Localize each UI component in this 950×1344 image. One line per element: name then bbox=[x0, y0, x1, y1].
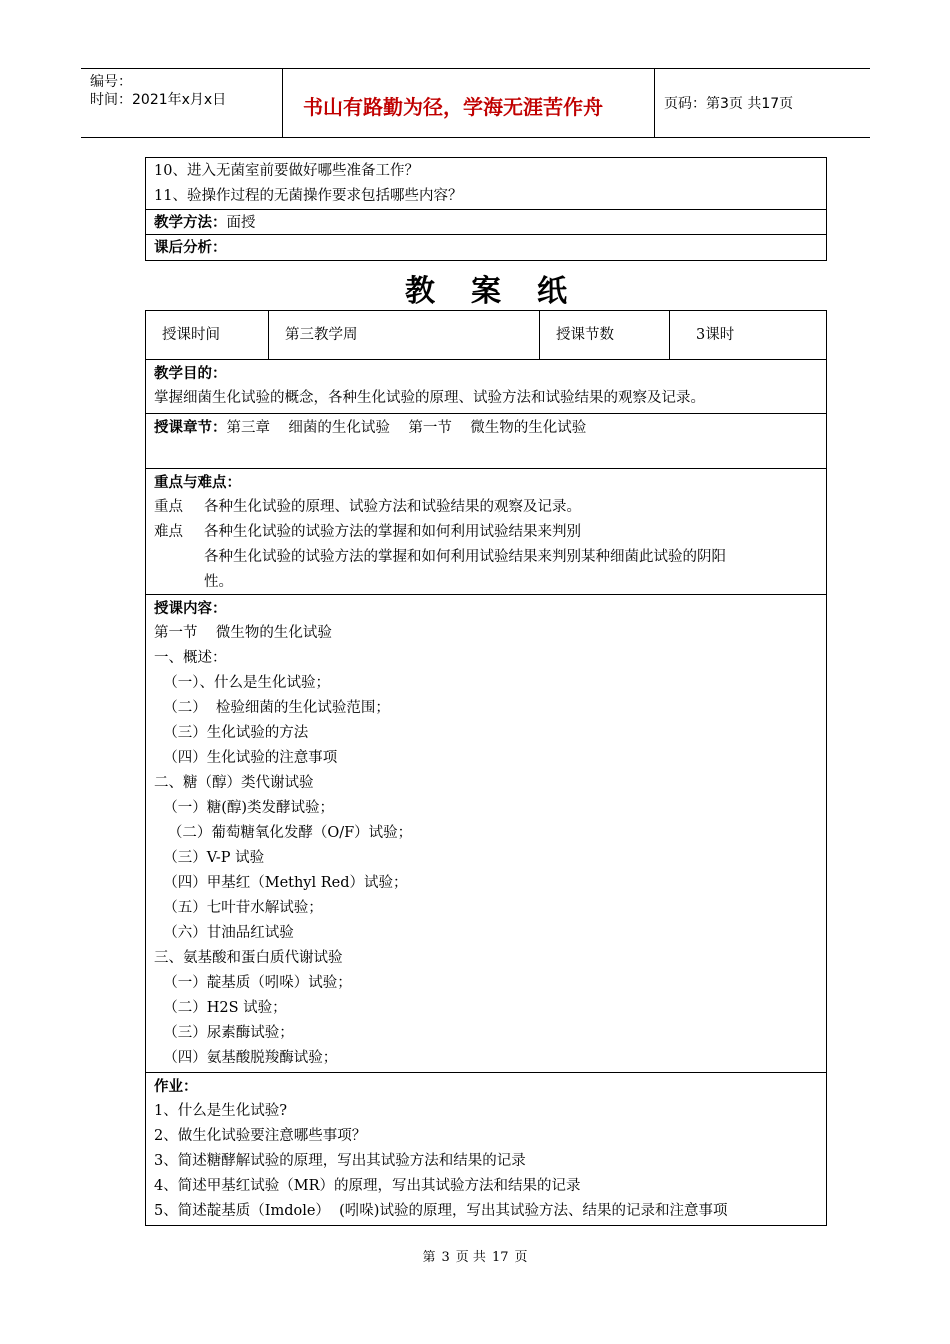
difficulty-label: 难点 bbox=[154, 524, 183, 540]
hours-label-cell: 授课节数 bbox=[540, 311, 670, 359]
lesson-header-row bbox=[146, 311, 826, 360]
chapter-label: 授课章节： bbox=[154, 419, 227, 436]
content-line: （六）甘油品红试验 bbox=[154, 925, 294, 941]
content-line: （三）V-P 试验 bbox=[154, 850, 265, 866]
key-text: 各种生化试验的原理、试验方法和试验结果的观察及记录。 bbox=[204, 499, 581, 515]
number-label: 编号： bbox=[90, 74, 132, 90]
content-line: （一）、什么是生化试验； bbox=[154, 675, 330, 691]
homework-item: 4、简述甲基红试验（MR）的原理，写出其试验方法和结果的记录 bbox=[154, 1178, 581, 1194]
method-value: 面授 bbox=[226, 215, 256, 231]
content-line: （二） 检验细菌的生化试验范围； bbox=[154, 700, 390, 716]
content-line: （二）H2S 试验； bbox=[154, 1000, 287, 1016]
content-line: 一、概述： bbox=[154, 650, 227, 666]
homework-item: 3、简述糖酵解试验的原理，写出其试验方法和结果的记录 bbox=[154, 1153, 526, 1169]
homework-item: 1、什么是生化试验? bbox=[154, 1103, 287, 1119]
difficulty-text: 性。 bbox=[204, 574, 233, 590]
content-line: （三）生化试验的方法 bbox=[154, 725, 309, 741]
footer-mid: 页 共 bbox=[455, 1250, 486, 1265]
homework-row bbox=[146, 1073, 826, 1225]
homework-item: 2、做生化试验要注意哪些事项？ bbox=[154, 1128, 367, 1144]
content-line: （一）糖(醇)类发酵试验； bbox=[154, 800, 335, 816]
difficulty-text: 各种生化试验的试验方法的掌握和如何利用试验结果来判别 bbox=[204, 524, 581, 540]
goal-label: 教学目的： bbox=[154, 365, 227, 382]
content-line: 第一节 微生物的生化试验 bbox=[154, 625, 332, 641]
method-row bbox=[146, 210, 826, 235]
key-label: 重点 bbox=[154, 499, 183, 515]
content-line: （三）尿素酶试验； bbox=[154, 1025, 294, 1041]
homework-list bbox=[154, 1099, 818, 1224]
footer-suffix: 页 bbox=[514, 1250, 528, 1265]
content-line: （二）葡萄糖氧化发酵（O/F）试验； bbox=[154, 825, 413, 841]
questions-row bbox=[146, 158, 826, 210]
header-page-label: 页码：第3页 共17页 bbox=[664, 96, 794, 112]
goal-row bbox=[146, 360, 826, 414]
content-line: （一）靛基质（吲哚）试验； bbox=[154, 975, 352, 991]
hours-value-cell: 3课时 bbox=[696, 327, 735, 343]
chapter-row bbox=[146, 414, 826, 469]
content-line: 二、糖（醇）类代谢试验 bbox=[154, 775, 314, 791]
content-line: 三、氨基酸和蛋白质代谢试验 bbox=[154, 950, 343, 966]
footer-total: 17 bbox=[491, 1250, 509, 1265]
analysis-row: 课后分析： bbox=[154, 239, 227, 256]
content-line: （四）氨基酸脱羧酶试验； bbox=[154, 1050, 338, 1066]
previous-section-table bbox=[145, 157, 827, 261]
content-line: （四）甲基红（Methyl Red）试验； bbox=[154, 875, 408, 891]
content-label: 授课内容： bbox=[154, 600, 227, 617]
footer-page: 3 bbox=[441, 1250, 450, 1265]
question-item: 11、验操作过程的无菌操作要求包括哪些内容？ bbox=[154, 188, 463, 204]
page-title: 教案纸 bbox=[405, 274, 603, 309]
difficulty-text: 各种生化试验的试验方法的掌握和如何利用试验结果来判别某种细菌此试验的阴阳 bbox=[204, 549, 726, 565]
method-label: 教学方法： bbox=[154, 214, 227, 231]
header-left bbox=[81, 69, 282, 137]
homework-item: 5、简述靛基质（Imdole） (吲哚)试验的原理，写出其试验方法、结果的记录和注意事项 bbox=[154, 1203, 728, 1219]
keypoints-row bbox=[146, 469, 826, 595]
homework-label: 作业： bbox=[154, 1078, 198, 1095]
content-line: （五）七叶苷水解试验； bbox=[154, 900, 323, 916]
chapter-text: 第三章 细菌的生化试验 第一节 微生物的生化试验 bbox=[226, 420, 587, 436]
time-value-cell: 第三教学周 bbox=[269, 311, 540, 359]
content-line: （四）生化试验的注意事项 bbox=[154, 750, 338, 766]
footer-prefix: 第 bbox=[422, 1250, 436, 1265]
goal-text: 掌握细菌生化试验的概念，各种生化试验的原理、试验方法和试验结果的观察及记录。 bbox=[154, 390, 705, 406]
content-list bbox=[154, 621, 818, 1071]
keypoints-label: 重点与难点： bbox=[154, 474, 241, 491]
header-motto: 书山有路勤为径，学海无涯苦作舟 bbox=[282, 69, 655, 137]
question-item: 10、进入无菌室前要做好哪些准备工作？ bbox=[154, 163, 419, 179]
time-label-cell: 授课时间 bbox=[146, 311, 269, 359]
lesson-plan-table bbox=[145, 310, 827, 1226]
page-header bbox=[81, 68, 870, 138]
time-label: 时间：2021年x月x日 bbox=[90, 92, 227, 108]
page-footer bbox=[0, 1246, 950, 1265]
content-row bbox=[146, 595, 826, 1073]
